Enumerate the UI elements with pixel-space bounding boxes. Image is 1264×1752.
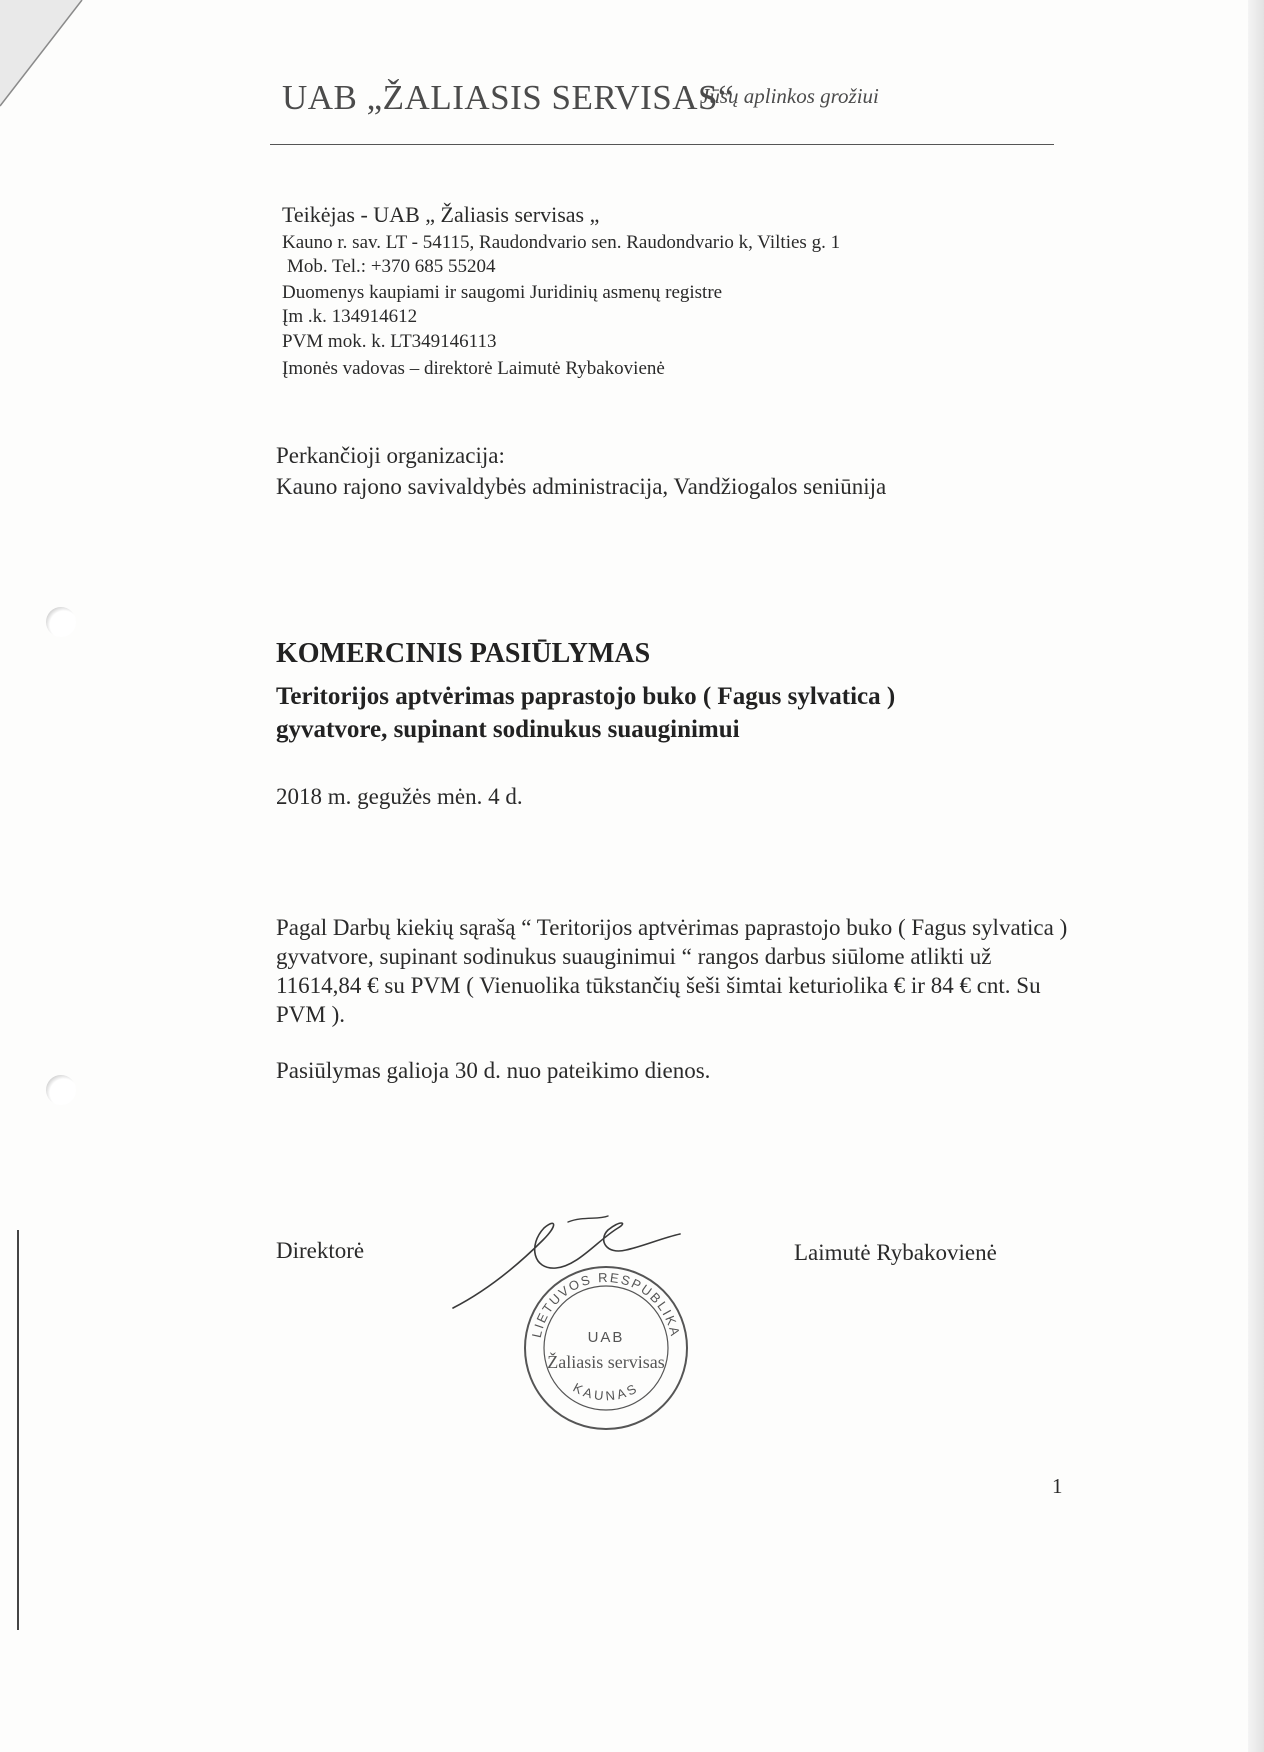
scan-edge-right bbox=[1248, 0, 1264, 1752]
stamp-center-line-1: UAB bbox=[587, 1329, 625, 1346]
offer-validity: Pasiūlymas galioja 30 d. nuo pateikimo dienos. bbox=[276, 1058, 711, 1083]
document-date: 2018 m. gegužės mėn. 4 d. bbox=[276, 784, 523, 809]
svg-text:KAUNAS bbox=[571, 1380, 642, 1404]
stamp-bottom-text: KAUNAS bbox=[570, 1379, 642, 1404]
document-subtitle-line-2: gyvatvore, supinant sodinukus suauginimui bbox=[276, 716, 740, 743]
document-subtitle-line-1: Teritorijos aptvėrimas paprastojo buko ( Fagus sylvatica ) bbox=[276, 683, 896, 710]
punch-hole-top bbox=[46, 607, 76, 637]
supplier-company-code: Įm .k. 134914612 bbox=[282, 306, 418, 327]
scan-edge-left bbox=[17, 1230, 19, 1630]
supplier-manager: Įmonės vadovas – direktorė Laimutė Rybakovienė bbox=[282, 358, 665, 379]
supplier-name: Teikėjas - UAB „ Žaliasis servisas „ bbox=[282, 202, 600, 227]
stamp-top-text: LIETUVOS RESPUBLIKA bbox=[528, 1269, 684, 1340]
page-number: 1 bbox=[1052, 1474, 1063, 1498]
offer-paragraph: Pagal Darbų kiekių sąrašą “ Teritorijos aptvėrimas paprastojo buko ( Fagus sylvatica ) gyvatvore, supinant sodinukus suauginimui “ rangos darbus siūlome atlikti už 11614,84 € su PVM ( Vienuolika tūkstančių šeši šimtai keturiolika € ir 84 € cnt. Su PVM ). bbox=[276, 915, 1068, 1027]
supplier-phone: Mob. Tel.: +370 685 55204 bbox=[287, 256, 496, 277]
document-subtitle bbox=[276, 680, 895, 746]
company-stamp bbox=[520, 1262, 692, 1434]
document-title: KOMERCINIS PASIŪLYMAS bbox=[276, 638, 651, 669]
supplier-vat-code: PVM mok. k. LT349146113 bbox=[282, 331, 497, 352]
supplier-address: Kauno r. sav. LT - 54115, Raudondvario sen. Raudondvario k, Vilties g. 1 bbox=[282, 232, 841, 253]
company-letterhead-title: UAB „ŽALIASIS SERVISAS“ bbox=[282, 78, 735, 117]
punch-hole-bottom bbox=[46, 1075, 76, 1105]
company-tagline: Jūsų aplinkos grožiui bbox=[700, 84, 879, 108]
letterhead-divider bbox=[270, 144, 1054, 145]
buyer-name: Kauno rajono savivaldybės administracija, Vandžiogalos seniūnija bbox=[276, 474, 887, 499]
buyer-label: Perkančioji organizacija: bbox=[276, 443, 505, 468]
signatory-role: Direktorė bbox=[276, 1238, 365, 1263]
supplier-registry: Duomenys kaupiami ir saugomi Juridinių asmenų registre bbox=[282, 282, 723, 303]
folded-corner bbox=[0, 0, 90, 110]
stamp-center-line-2: Žaliasis servisas bbox=[547, 1352, 665, 1372]
signatory-name: Laimutė Rybakovienė bbox=[794, 1240, 997, 1265]
